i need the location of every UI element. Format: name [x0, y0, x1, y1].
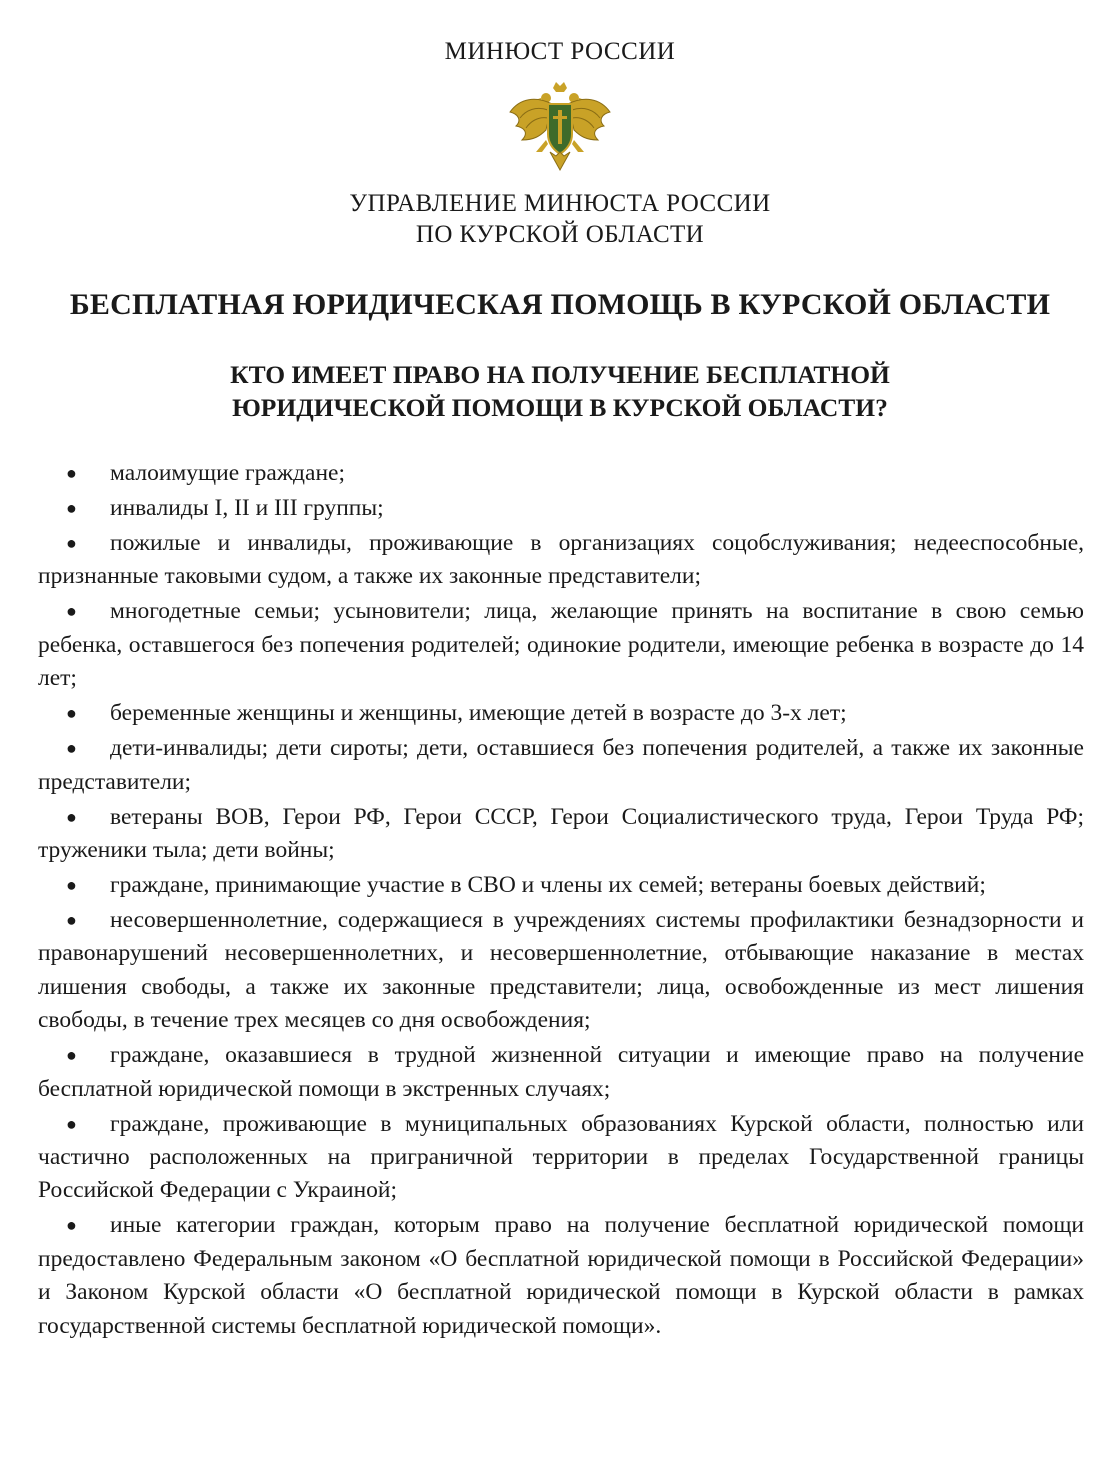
bullet-icon [66, 1108, 110, 1141]
list-item-text: иные категории граждан, которым право на получение бесплатной юридической помощи предоставлено Федеральным законом «О бесплатной юридической помощи в Российской Федерации» и Законом Курской области «О бесплатной юридической помощи в Курской области в рамках государственной системы бесплатной юридической помощи». [38, 1212, 1084, 1339]
list-item-text: несовершеннолетние, содержащиеся в учреждениях системы профилактики безнадзорности и правонарушений несовершеннолетних, и несовершеннолетние, отбывающие наказание в местах лишения свободы, а также их законные представители; лица, освобожденные из мест лишения свободы, в течение трех месяцев со дня освобождения; [38, 907, 1084, 1034]
bullet-icon [66, 869, 110, 902]
list-item-text: дети-инвалиды; дети сироты; дети, оставшиеся без попечения родителей, а также их законные представители; [38, 735, 1084, 795]
section-heading-line-2: ЮРИДИЧЕСКОЙ ПОМОЩИ В КУРСКОЙ ОБЛАСТИ? [232, 393, 888, 422]
ministry-name: МИНЮСТ РОССИИ [444, 38, 676, 65]
bullet-icon [66, 527, 110, 560]
list-item [38, 527, 1084, 594]
list-item-text: инвалиды I, II и III группы; [110, 495, 384, 521]
list-item [38, 869, 1084, 902]
bullet-icon [66, 1039, 110, 1072]
department-line-2: ПО КУРСКОЙ ОБЛАСТИ [415, 221, 705, 248]
section-heading [0, 358, 1120, 424]
department-line-1: УПРАВЛЕНИЕ МИНЮСТА РОССИИ [349, 190, 771, 217]
list-item [38, 1209, 1084, 1343]
list-item [38, 904, 1084, 1038]
bullet-icon [66, 595, 110, 628]
list-item [38, 697, 1084, 730]
list-item [38, 457, 1084, 490]
bullet-icon [66, 697, 110, 730]
list-item [38, 801, 1084, 868]
section-heading-line-1: КТО ИМЕЕТ ПРАВО НА ПОЛУЧЕНИЕ БЕСПЛАТНОЙ [230, 360, 890, 389]
bullet-icon [66, 801, 110, 834]
department-name [0, 188, 1120, 250]
list-item-text: многодетные семьи; усыновители; лица, желающие принять на воспитание в свою семью ребенка, оставшегося без попечения родителей; одинокие родители, имеющие ребенка в возрасте до 14 лет; [38, 598, 1084, 692]
list-item-text: граждане, оказавшиеся в трудной жизненной ситуации и имеющие право на получение бесплатной юридической помощи в экстренных случаях; [38, 1042, 1084, 1102]
list-item [38, 732, 1084, 799]
bullet-icon [66, 1209, 110, 1242]
list-item-text: пожилые и инвалиды, проживающие в организациях соцобслуживания; недееспособные, признанные таковыми судом, а также их законные представители; [38, 530, 1084, 590]
list-item-text: беременные женщины и женщины, имеющие детей в возрасте до 3-х лет; [110, 700, 847, 727]
eligibility-list [38, 457, 1084, 1345]
list-item [38, 1039, 1084, 1106]
list-item [38, 492, 1084, 525]
list-item-text: граждане, проживающие в муниципальных образованиях Курской области, полностью или частично расположенных на приграничной территории в пределах Государственной границы Российской Федерации с Украиной; [38, 1110, 1084, 1204]
list-item-text: малоимущие граждане; [110, 460, 345, 486]
bullet-icon [66, 457, 110, 490]
bullet-icon [66, 492, 110, 525]
bullet-icon [66, 732, 110, 765]
list-item [38, 1108, 1084, 1208]
list-item-text: граждане, принимающие участие в СВО и члены их семей; ветераны боевых действий; [110, 872, 986, 899]
page-title: БЕСПЛАТНАЯ ЮРИДИЧЕСКАЯ ПОМОЩЬ В КУРСКОЙ ОБЛАСТИ [69, 288, 1051, 321]
bullet-icon [66, 904, 110, 937]
list-item [38, 595, 1084, 695]
double-headed-eagle-emblem-icon [506, 82, 614, 174]
list-item-text: ветераны ВОВ, Герои РФ, Герои СССР, Герои Социалистического труда, Герои Труда РФ; труженики тыла; дети войны; [38, 803, 1084, 864]
